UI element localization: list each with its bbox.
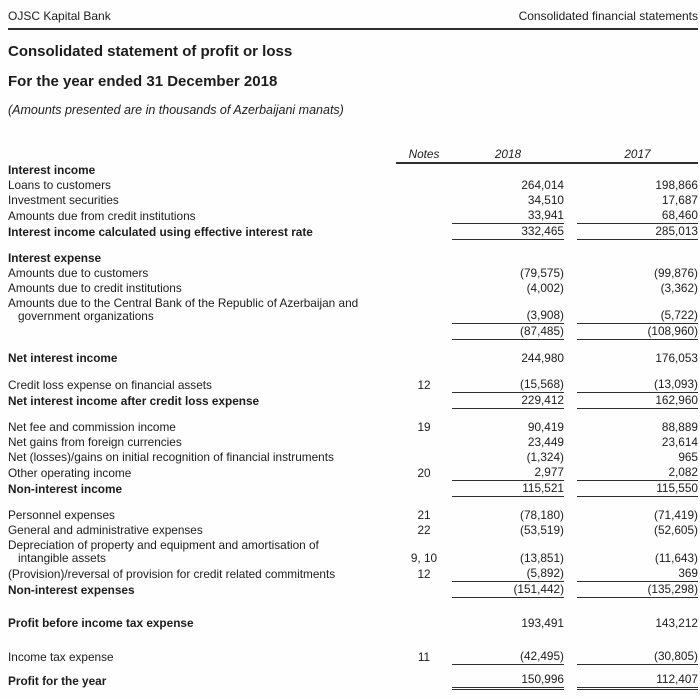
row-label-text: (Provision)/reversal of provision for credit related commitments [8, 566, 336, 581]
row-value-2017 [577, 240, 698, 266]
column-spacer [564, 163, 577, 178]
table-row [8, 409, 698, 436]
row-label [8, 450, 396, 465]
column-spacer [564, 582, 577, 598]
table-row [8, 631, 698, 665]
column-header-spacer [564, 147, 577, 163]
row-value-2018 [452, 163, 564, 178]
row-label-text: Net gains from foreign currencies [8, 435, 182, 449]
row-label-text: Investment securities [8, 193, 119, 207]
row-value-2017: 176,053 [655, 351, 698, 365]
row-note-ref [396, 163, 452, 178]
row-label [8, 163, 396, 178]
row-note-ref: 11 [417, 649, 431, 664]
row-value-2017: 17,687 [661, 193, 698, 207]
column-spacer [564, 523, 577, 538]
row-label-text: Interest expense [8, 250, 102, 265]
row-note-ref: 21 [417, 508, 431, 522]
page-subtitle: For the year ended 31 December 2018 [8, 73, 278, 90]
row-value-2017: 369 [577, 566, 698, 582]
row-label [8, 224, 396, 240]
table-row [8, 324, 698, 340]
row-value-2017: 198,866 [655, 178, 698, 192]
row-note-ref [396, 266, 452, 281]
row-note-ref: 12 [417, 566, 431, 581]
column-spacer [564, 665, 577, 689]
row-note-ref [396, 324, 452, 340]
table-row [8, 340, 698, 367]
column-spacer [564, 224, 577, 240]
column-spacer [564, 631, 577, 665]
row-note-ref: 19 [417, 420, 431, 434]
row-label-text: Depreciation of property and equipment and amortisation of [8, 538, 319, 552]
row-value-2018: 33,941 [452, 208, 564, 224]
row-value-2017: 23,614 [661, 435, 698, 449]
row-note-ref [396, 598, 452, 632]
row-label-text: Personnel expenses [8, 508, 115, 522]
row-value-2017: (13,093) [577, 366, 698, 393]
row-value-2017: 965 [678, 450, 698, 464]
row-label [8, 178, 396, 193]
table-row [8, 208, 698, 224]
row-label-text: Net fee and commission income [8, 420, 176, 434]
row-label-text: General and administrative expenses [8, 523, 203, 537]
profit-loss-table [8, 147, 698, 690]
column-spacer [564, 208, 577, 224]
table-row [8, 224, 698, 240]
row-value-2018: (3,908) [452, 296, 564, 324]
row-value-2018: 264,014 [521, 178, 564, 192]
row-value-2017: (99,876) [654, 265, 698, 280]
row-label [8, 193, 396, 208]
table-row [8, 481, 698, 497]
row-label-text: Amounts due to customers [8, 265, 149, 280]
column-spacer [564, 450, 577, 465]
column-spacer [564, 193, 577, 208]
table-row [8, 178, 698, 193]
row-value-2018: (4,002) [526, 280, 564, 295]
row-value-2018 [452, 240, 564, 266]
table-row [8, 523, 698, 538]
row-label-text-line2: government organizations [18, 308, 154, 323]
row-label [8, 523, 396, 538]
table-row [8, 497, 698, 524]
row-label [8, 393, 396, 409]
row-label [8, 481, 396, 497]
row-label-text: Loans to customers [8, 178, 111, 192]
row-label-text: Income tax expense [8, 649, 114, 664]
row-label [8, 598, 396, 632]
page-title: Consolidated statement of profit or loss [8, 43, 293, 60]
table-row [8, 296, 698, 324]
row-label [8, 497, 396, 524]
row-value-2018: (78,180) [520, 508, 564, 522]
column-spacer [564, 481, 577, 497]
row-label [8, 582, 396, 598]
row-label [8, 324, 396, 340]
row-note-ref [396, 208, 452, 224]
row-value-2018: 150,996 [452, 665, 564, 689]
column-spacer [564, 281, 577, 296]
row-label [8, 240, 396, 266]
table-header-row [8, 147, 698, 163]
column-spacer [564, 465, 577, 481]
table-row [8, 281, 698, 296]
row-value-2018: 332,465 [452, 224, 564, 240]
row-value-2017: (5,722) [577, 296, 698, 324]
column-spacer [564, 266, 577, 281]
row-note-ref: 20 [417, 465, 431, 480]
row-note-ref [396, 481, 452, 497]
table-row [8, 163, 698, 178]
row-label [8, 409, 396, 436]
row-value-2018: (151,442) [452, 582, 564, 598]
table-row [8, 582, 698, 598]
row-value-2017: 115,550 [577, 481, 698, 497]
row-value-2018: (13,851) [520, 551, 564, 565]
column-spacer [564, 497, 577, 524]
row-label [8, 435, 396, 450]
row-value-2017: 162,960 [577, 393, 698, 409]
row-note-ref [396, 435, 452, 450]
row-label-text: Net (losses)/gains on initial recognition of financial instruments [8, 450, 334, 464]
row-label [8, 465, 396, 481]
table-row [8, 266, 698, 281]
row-note-ref [396, 296, 452, 324]
column-spacer [564, 566, 577, 582]
row-label-text: Other operating income [8, 465, 132, 480]
row-value-2017: (30,805) [577, 631, 698, 665]
row-label-text: Amounts due to the Central Bank of the Republic of Azerbaijan and [8, 295, 359, 310]
row-note-ref [396, 224, 452, 240]
column-spacer [564, 296, 577, 324]
row-value-2018: (79,575) [520, 265, 564, 280]
column-spacer [564, 409, 577, 436]
row-label-text: Amounts due from credit institutions [8, 208, 196, 223]
column-spacer [564, 598, 577, 632]
row-label [8, 208, 396, 224]
row-value-2017: (71,419) [654, 508, 698, 522]
column-spacer [564, 178, 577, 193]
row-note-ref [396, 340, 452, 367]
row-note-ref: 12 [417, 377, 431, 392]
row-label-text: Credit loss expense on financial assets [8, 377, 212, 392]
table-row [8, 366, 698, 393]
row-label [8, 340, 396, 367]
row-value-2018: (87,485) [452, 324, 564, 340]
row-label [8, 538, 396, 566]
header-company-name: OJSC Kapital Bank [8, 9, 111, 23]
row-label-text: Profit before income tax expense [8, 616, 194, 630]
amounts-note: (Amounts presented are in thousands of Azerbaijani manats) [8, 103, 344, 117]
row-value-2018: (5,892) [452, 566, 564, 582]
column-header-notes: Notes [396, 147, 452, 163]
row-label-text: Non-interest expenses [8, 582, 135, 597]
row-value-2018: (15,568) [452, 366, 564, 393]
row-label-text: Interest income calculated using effective interest rate [8, 224, 313, 239]
row-label-text: Net interest income after credit loss expense [8, 393, 260, 408]
row-label-text: Profit for the year [8, 673, 107, 688]
header-report-type: Consolidated financial statements [518, 9, 698, 23]
row-label [8, 266, 396, 281]
row-value-2017: (52,605) [654, 523, 698, 537]
column-spacer [564, 538, 577, 566]
row-value-2017: 112,407 [577, 665, 698, 689]
row-value-2018: 115,521 [452, 481, 564, 497]
row-note-ref: 22 [417, 523, 431, 537]
row-note-ref [396, 665, 452, 689]
row-value-2018: (53,519) [520, 523, 564, 537]
table-row [8, 465, 698, 481]
row-note-ref [396, 178, 452, 193]
row-label-text: Amounts due to credit institutions [8, 280, 182, 295]
table-row [8, 538, 698, 566]
row-label [8, 366, 396, 393]
row-value-2017: 2,082 [577, 465, 698, 481]
row-value-2017: 285,013 [577, 224, 698, 240]
row-label-text: Interest income [8, 163, 96, 177]
column-header-2018: 2018 [452, 147, 564, 163]
row-value-2018: (1,324) [526, 450, 564, 464]
table-row [8, 598, 698, 632]
table-row [8, 240, 698, 266]
row-value-2017: (135,298) [577, 582, 698, 598]
row-note-ref [396, 393, 452, 409]
row-value-2017: 88,889 [661, 420, 698, 434]
row-value-2017: 68,460 [577, 208, 698, 224]
row-value-2018: 34,510 [527, 193, 564, 207]
row-note-ref [396, 450, 452, 465]
row-value-2018: 229,412 [452, 393, 564, 409]
document-header [8, 5, 698, 30]
row-value-2017: (3,362) [660, 280, 698, 295]
row-value-2017: (108,960) [577, 324, 698, 340]
table-row [8, 665, 698, 689]
column-header-2017: 2017 [577, 147, 698, 163]
row-value-2017 [577, 163, 698, 178]
row-note-ref [396, 193, 452, 208]
row-label [8, 566, 396, 582]
row-value-2018: 90,419 [527, 420, 564, 434]
row-note-ref [396, 582, 452, 598]
row-label-text-line2: intangible assets [18, 551, 106, 565]
row-note-ref: 9, 10 [410, 551, 438, 565]
row-value-2018: 244,980 [521, 351, 564, 365]
column-spacer [564, 393, 577, 409]
row-value-2018: 23,449 [527, 435, 564, 449]
row-value-2018: 193,491 [521, 616, 564, 630]
row-label [8, 665, 396, 689]
row-value-2018: (42,495) [452, 631, 564, 665]
row-value-2017: (11,643) [654, 551, 698, 565]
row-label-text: Non-interest income [8, 481, 123, 496]
table-row [8, 435, 698, 450]
row-label [8, 296, 396, 324]
table-row [8, 450, 698, 465]
row-value-2017: 143,212 [655, 616, 698, 630]
table-row [8, 393, 698, 409]
column-spacer [564, 435, 577, 450]
column-spacer [564, 240, 577, 266]
column-header-label [8, 147, 396, 163]
column-spacer [564, 366, 577, 393]
row-note-ref [396, 281, 452, 296]
row-value-2018: 2,977 [452, 465, 564, 481]
table-row [8, 193, 698, 208]
row-note-ref [396, 240, 452, 266]
column-spacer [564, 340, 577, 367]
table-row [8, 566, 698, 582]
row-label [8, 281, 396, 296]
row-label-text: Net interest income [8, 351, 118, 365]
column-spacer [564, 324, 577, 340]
row-label [8, 631, 396, 665]
